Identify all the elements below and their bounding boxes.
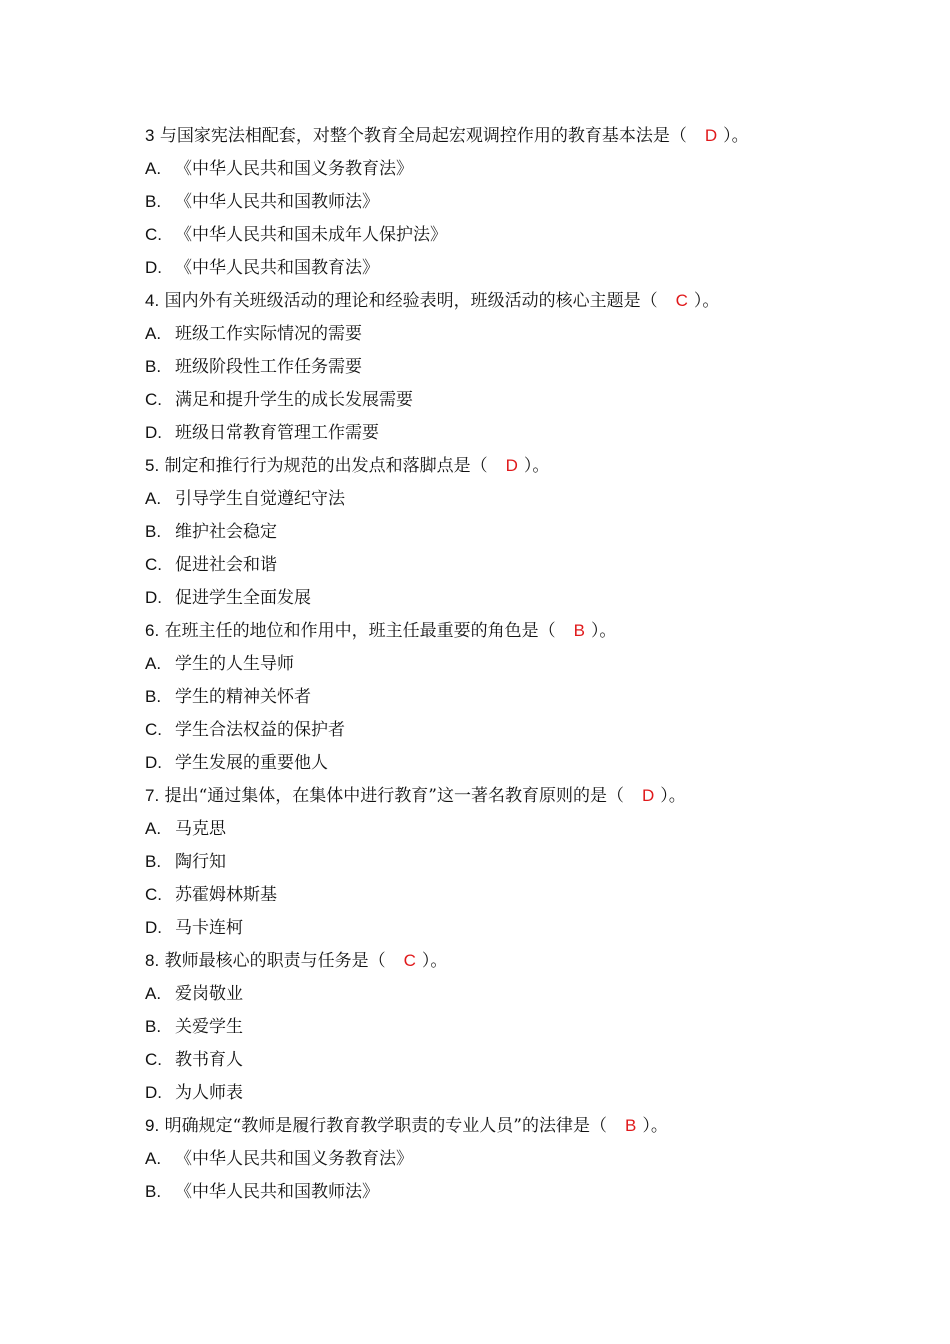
option-item [145,1076,845,1109]
option-text: 《中华人民共和国教师法》 [175,1182,379,1202]
option-letter: A. [145,489,162,508]
option-text: 学生发展的重要他人 [175,753,328,773]
option-item [145,1043,845,1076]
option-item [145,251,845,284]
question-number: 3 [145,126,155,145]
option-item [145,383,845,416]
option-letter: B. [145,1017,162,1036]
question-stem [145,449,845,482]
option-item [145,152,845,185]
option-text: 维护社会稳定 [175,522,277,542]
question-number: 4. [145,291,160,310]
option-text: 班级日常教育管理工作需要 [175,423,379,443]
option-item [145,812,845,845]
option-item [145,746,845,779]
question-stem [145,1109,845,1142]
question-tail: ）。 [421,951,448,971]
question-stem [145,944,845,977]
option-letter: B. [145,852,162,871]
option-letter: A. [145,984,162,1003]
option-text: 《中华人民共和国义务教育法》 [175,159,413,179]
question-tail: ）。 [660,786,686,806]
option-letter: A. [145,654,162,673]
question-number: 5. [145,456,160,475]
option-text: 为人师表 [175,1083,243,1103]
question-text: 国内外有关班级活动的理论和经验表明，班级活动的核心主题是（ [164,291,658,311]
option-text: 《中华人民共和国教育法》 [175,258,379,278]
option-letter: B. [145,1182,162,1201]
question-stem [145,779,845,812]
question-text: 明确规定“教师是履行教育教学职责的专业人员”的法律是（ [164,1116,607,1136]
answer-mark: D [704,126,718,145]
option-letter: C. [145,720,162,739]
option-letter: B. [145,357,162,376]
question-tail: ）。 [590,621,617,641]
option-letter: D. [145,258,162,277]
question-text: 教师最核心的职责与任务是（ [164,951,386,971]
option-letter: A. [145,324,162,343]
option-text: 班级阶段性工作任务需要 [175,357,362,377]
question-number: 6. [145,621,160,640]
option-text: 马卡连柯 [175,918,243,938]
question-stem [145,119,845,152]
option-text: 促进社会和谐 [175,555,277,575]
question-text: 提出“通过集体，在集体中进行教育”这一著名教育原则的是（ [164,786,624,806]
option-text: 教书育人 [175,1050,243,1070]
option-item [145,548,845,581]
question-tail: ）。 [642,1116,668,1136]
question-number: 7. [145,786,160,805]
question-list [145,119,845,1208]
option-letter: B. [145,522,162,541]
question-text: 与国家宪法相配套，对整个教育全局起宏观调控作用的教育基本法是（ [159,126,687,146]
option-item [145,482,845,515]
answer-mark: D [641,786,655,805]
option-text: 引导学生自觉遵纪守法 [175,489,345,509]
option-letter: B. [145,687,162,706]
option-item [145,317,845,350]
answer-mark: B [624,1116,637,1135]
option-item [145,1175,845,1208]
option-item [145,581,845,614]
option-item [145,878,845,911]
option-letter: C. [145,1050,162,1069]
option-text: 学生的精神关怀者 [175,687,311,707]
option-text: 马克思 [175,819,226,839]
option-text: 促进学生全面发展 [175,588,311,608]
question-stem [145,284,845,317]
option-item [145,1010,845,1043]
option-item [145,185,845,218]
option-letter: D. [145,588,162,607]
option-text: 关爱学生 [175,1017,243,1037]
answer-mark: C [675,291,688,310]
option-text: 陶行知 [175,852,226,872]
question-tail: ）。 [723,126,749,146]
option-item [145,845,845,878]
option-letter: C. [145,885,162,904]
option-letter: C. [145,225,162,244]
option-text: 班级工作实际情况的需要 [175,324,362,344]
option-text: 《中华人民共和国教师法》 [175,192,379,212]
option-letter: C. [145,390,162,409]
option-item [145,911,845,944]
option-letter: B. [145,192,162,211]
answer-mark: C [403,951,416,970]
answer-mark: D [505,456,518,475]
option-item [145,416,845,449]
option-item [145,647,845,680]
question-stem [145,614,845,647]
option-letter: A. [145,819,162,838]
option-text: 满足和提升学生的成长发展需要 [175,390,413,410]
option-letter: A. [145,1149,162,1168]
question-tail: ）。 [523,456,550,476]
question-number: 9. [145,1116,160,1135]
option-item [145,218,845,251]
answer-mark: B [573,621,585,640]
question-number: 8. [145,951,160,970]
option-text: 爱岗敬业 [175,984,243,1004]
option-letter: A. [145,159,162,178]
option-item [145,713,845,746]
option-item [145,680,845,713]
question-text: 制定和推行行为规范的出发点和落脚点是（ [164,456,488,476]
option-item [145,1142,845,1175]
option-item [145,977,845,1010]
option-text: 苏霍姆林斯基 [175,885,277,905]
option-letter: D. [145,1083,162,1102]
option-item [145,515,845,548]
question-text: 在班主任的地位和作用中，班主任最重要的角色是（ [164,621,556,641]
option-letter: D. [145,918,162,937]
option-letter: D. [145,753,162,772]
option-text: 《中华人民共和国义务教育法》 [175,1149,413,1169]
option-letter: C. [145,555,162,574]
option-item [145,350,845,383]
option-letter: D. [145,423,162,442]
option-text: 学生的人生导师 [175,654,294,674]
option-text: 《中华人民共和国未成年人保护法》 [175,225,447,245]
option-text: 学生合法权益的保护者 [175,720,345,740]
question-tail: ）。 [693,291,720,311]
